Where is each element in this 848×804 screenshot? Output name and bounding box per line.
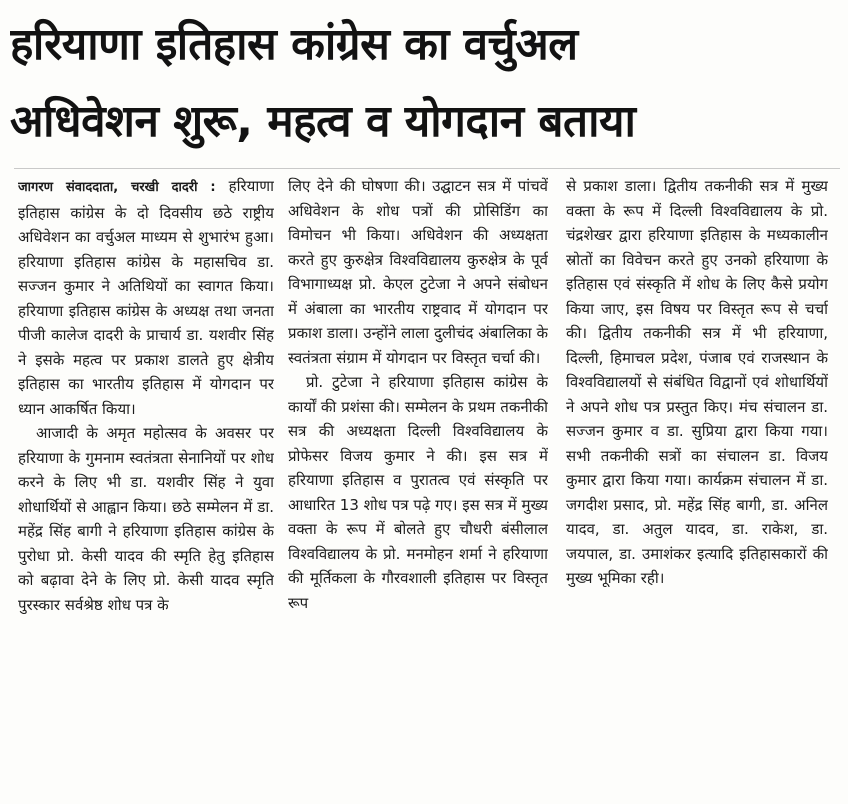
headline <box>10 6 840 160</box>
headline-line-2: अधिवेशन शुरू, महत्व व योगदान बताया <box>10 96 636 147</box>
dateline: जागरण संवाददाता, चरखी दादरी : <box>18 180 216 195</box>
headline-divider <box>14 168 840 169</box>
column-1-paragraph-1-text: हरियाणा इतिहास कांग्रेस के दो दिवसीय छठे राष्ट्रीय अधिवेशन का वर्चुअल माध्यम से शुभारंभ हुआ। हरियाणा इतिहास कांग्रेस के महासचिव डा. सज्जन कुमार ने अतिथियों का स्वागत किया। हरियाणा इतिहास कांग्रेस के अध्यक्ष तथा जनता पीजी कालेज दादरी के प्राचार्य डा. यशवीर सिंह ने इसके महत्व पर प्रकाश डालते हुए क्षेत्रीय इतिहास का भारतीय इतिहास में योगदान पर ध्यान आकर्षित किया। <box>18 177 274 418</box>
article-column-3 <box>566 174 828 800</box>
column-2-paragraph-2: प्रो. टुटेजा ने हरियाणा इतिहास कांग्रेस के कार्यों की प्रशंसा की। सम्मेलन के प्रथम तकनीकी सत्र की अध्यक्षता दिल्ली विश्वविद्यालय के प्रोफेसर विजय कुमार ने की। इस सत्र में हरियाणा इतिहास व पुरातत्व एवं संस्कृति पर आधारित 13 शोध पत्र पढ़े गए। इस सत्र में मुख्य वक्ता के रूप में बोलते हुए चौधरी बंसीलाल विश्वविद्यालय के प्रो. मनमोहन शर्मा ने हरियाणा की मूर्तिकला के गौरवशाली इतिहास पर विस्तृत रूप <box>288 373 548 612</box>
article-column-1 <box>18 174 274 800</box>
column-1-paragraph-1 <box>18 174 274 421</box>
column-1-paragraph-2: आजादी के अमृत महोत्सव के अवसर पर हरियाणा के गुमनाम स्वतंत्रता सेनानियों पर शोध करने के लिए भी डा. यशवीर सिंह ने युवा शोधार्थियों से आह्वान किया। छठे सम्मेलन में डा. महेंद्र सिंह बागी ने हरियाणा इतिहास कांग्रेस के पुरोधा प्रो. केसी यादव की स्मृति हेतु इतिहास को बढ़ावा देने के लिए प्रो. केसी यादव स्मृति पुरस्कार सर्वश्रेष्ठ शोध पत्र के <box>18 424 274 614</box>
article-column-2 <box>288 174 548 800</box>
headline-line-1: हरियाणा इतिहास कांग्रेस का वर्चुअल <box>10 19 578 70</box>
column-2-paragraph-1: लिए देने की घोषणा की। उद्घाटन सत्र में पांचवें अधिवेशन के शोध पत्रों की प्रोसिडिंग का विमोचन भी किया। अधिवेशन की अध्यक्षता करते हुए कुरुक्षेत्र विश्वविद्यालय कुरुक्षेत्र के पूर्व विभागाध्यक्ष प्रो. केएल टुटेजा ने अपने संबोधन में अंबाला का भारतीय राष्ट्रवाद में योगदान पर प्रकाश डाला। उन्होंने लाला दुलीचंद अंबालिका के स्वतंत्रता संग्राम में योगदान पर विस्तृत चर्चा की। <box>288 177 548 367</box>
column-3-paragraph-1: से प्रकाश डाला। द्वितीय तकनीकी सत्र में मुख्य वक्ता के रूप में दिल्ली विश्वविद्यालय के प्रो. चंद्रशेखर द्वारा हरियाणा इतिहास के मध्यकालीन स्रोतों का विवेचन करते हुए उनको हरियाणा के इतिहास एवं संस्कृति में शोध के लिए कैसे प्रयोग किया जाए, इस विषय पर विस्तृत रूप से चर्चा की। द्वितीय तकनीकी सत्र में भी हरियाणा, दिल्ली, हिमाचल प्रदेश, पंजाब एवं राजस्थान के विश्वविद्यालयों से संबंधित विद्वानों एवं शोधार्थियों ने अपने शोध पत्र प्रस्तुत किए। मंच संचालन डा. सज्जन कुमार व डा. सुप्रिया द्वारा किया गया। सभी तकनीकी सत्रों का संचालन डा. विजय कुमार द्वारा किया गया। कार्यक्रम संचालन में डा. जगदीश प्रसाद, प्रो. महेंद्र सिंह बागी, डा. अनिल यादव, डा. अतुल यादव, डा. राकेश, डा. जयपाल, डा. उमाशंकर इत्यादि इतिहासकारों की मुख्य भूमिका रही। <box>566 177 828 587</box>
